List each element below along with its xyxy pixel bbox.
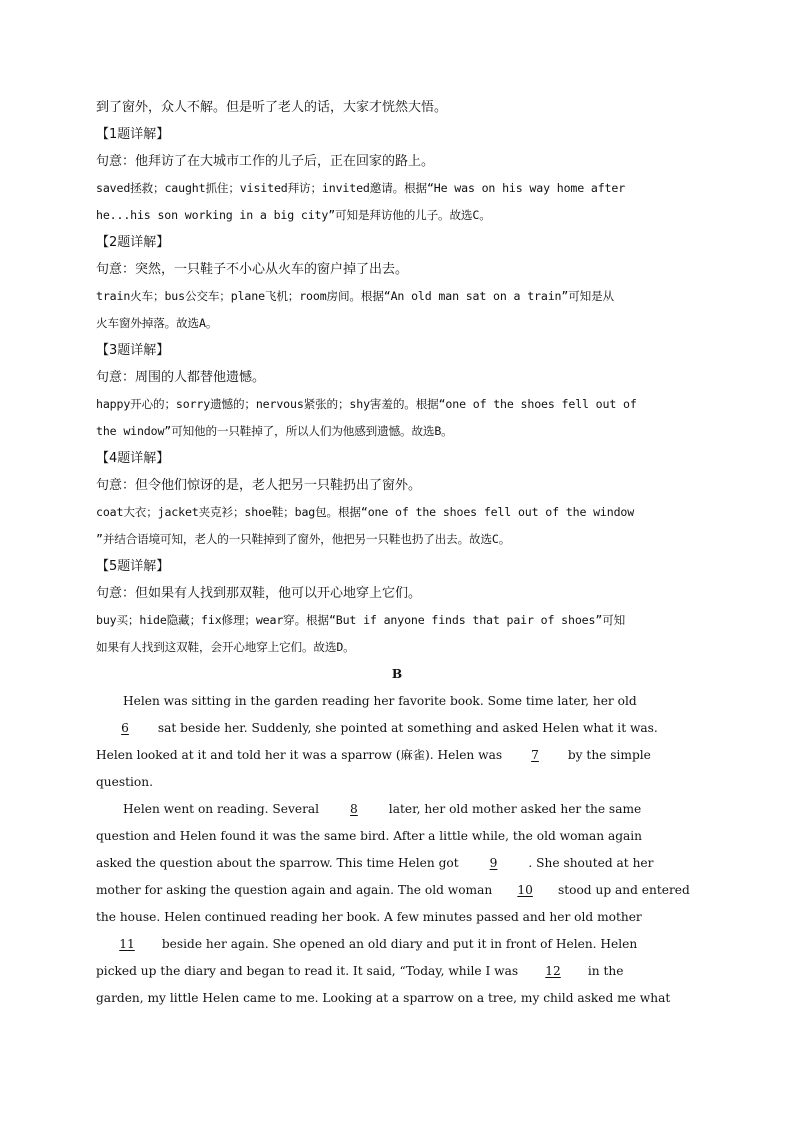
q4-explanation-line-2: ”并结合语境可知，老人的一只鞋掉到了窗外，他把另一只鞋也扔了出去。故选C。 (96, 532, 511, 546)
blank-7[interactable]: 7 (531, 748, 539, 762)
q2-explanation-line-1: train火车；bus公交车；plane飞机；room房间。根据“An old man sat on a train”可知是从 (96, 289, 614, 303)
passage-b-line-8 (96, 877, 698, 904)
section-b-label: B (391, 667, 403, 681)
passage-b-line-3 (96, 742, 698, 769)
blank-6[interactable]: 6 (121, 721, 129, 735)
passage-b-line-10 (96, 931, 698, 958)
q3-explanation-line-1: happy开心的；sorry遗憾的；nervous紧张的；shy害羞的。根据“one of the shoes fell out of (96, 397, 637, 411)
q2-meaning: 句意：突然，一只鞋子不小心从火车的窗户掉了出去。 (96, 262, 409, 277)
q3-explanation-line-2: the window”可知他的一只鞋掉了，所以人们为他感到遗憾。故选B。 (96, 424, 453, 438)
blank-9[interactable]: 9 (489, 856, 498, 870)
q5-explanation-line-2: 如果有人找到这双鞋，会开心地穿上它们。故选D。 (96, 640, 355, 654)
q1-meaning: 句意：他拜访了在大城市工作的儿子后，正在回家的路上。 (96, 154, 435, 169)
q1-explanation-line-1: saved拯救；caught抓住；visited拜访；invited邀请。根据“He was on his way home after (96, 181, 626, 195)
document-page (96, 94, 698, 1012)
passage-b-line-11-text-a: picked up the diary and began to read it. It said, “Today, while I was (96, 964, 523, 978)
q2-explanation-line-2: 火车窗外掉落。故选A。 (96, 316, 218, 330)
passage-b-line-1: Helen was sitting in the garden reading her favorite book. Some time later, her old (123, 694, 637, 708)
q3-heading: 【3题详解】 (96, 343, 170, 358)
passage-b-line-10-text: beside her again. She opened an old diary and put it in front of Helen. Helen (158, 937, 638, 951)
passage-b-line-12: garden, my little Helen came to me. Looking at a sparrow on a tree, my child asked me what (96, 991, 671, 1005)
q5-meaning: 句意：但如果有人找到那双鞋，他可以开心地穿上它们。 (96, 586, 422, 601)
q1-explanation-line-2: he...his son working in a big city”可知是拜访他的儿子。故选C。 (96, 208, 491, 222)
story-conclusion-line: 到了窗外，众人不解。但是听了老人的话，大家才恍然大悟。 (96, 100, 448, 115)
passage-b-line-7-text-b: . She shouted at her (524, 856, 654, 870)
passage-b-line-3-text-a: Helen looked at it and told her it was a sparrow (麻雀). Helen was (96, 748, 506, 762)
passage-b-line-8-text-a: mother for asking the question again and again. The old woman (96, 883, 497, 897)
passage-b-line-7 (96, 850, 698, 877)
passage-b-line-5-text-b: later, her old mother asked her the same (384, 802, 642, 816)
passage-b-line-5-text-a: Helen went on reading. Several (123, 802, 323, 816)
passage-b-line-11-text-b: in the (584, 964, 624, 978)
blank-11[interactable]: 11 (119, 937, 135, 951)
blank-10[interactable]: 10 (517, 883, 533, 897)
passage-b-line-5 (96, 796, 698, 823)
passage-b-line-2-text: sat beside her. Suddenly, she pointed at something and asked Helen what it was. (154, 721, 658, 735)
q2-heading: 【2题详解】 (96, 235, 170, 250)
passage-b-line-6: question and Helen found it was the same bird. After a little while, the old woman again (96, 829, 643, 843)
q5-explanation-line-1: buy买；hide隐藏；fix修理；wear穿。根据“But if anyone finds that pair of shoes”可知 (96, 613, 626, 627)
q3-meaning: 句意：周围的人都替他遗憾。 (96, 370, 266, 385)
q1-heading: 【1题详解】 (96, 127, 170, 142)
blank-12[interactable]: 12 (545, 964, 561, 978)
q4-meaning: 句意：但令他们惊讶的是，老人把另一只鞋扔出了窗外。 (96, 478, 422, 493)
passage-b-line-9: the house. Helen continued reading her book. A few minutes passed and her old mother (96, 910, 642, 924)
passage-b-line-3-text-b: by the simple (563, 748, 651, 762)
blank-8[interactable]: 8 (350, 802, 358, 816)
passage-b-line-11 (96, 958, 698, 985)
passage-b-line-4: question. (96, 775, 153, 789)
q4-explanation-line-1: coat大衣；jacket夹克衫；shoe鞋；bag包。根据“one of the shoes fell out of the window (96, 505, 635, 519)
passage-b-line-2 (96, 715, 698, 742)
q5-heading: 【5题详解】 (96, 559, 170, 574)
passage-b-line-8-text-b: stood up and entered (554, 883, 690, 897)
passage-b-line-7-text-a: asked the question about the sparrow. This time Helen got (96, 856, 463, 870)
q4-heading: 【4题详解】 (96, 451, 170, 466)
